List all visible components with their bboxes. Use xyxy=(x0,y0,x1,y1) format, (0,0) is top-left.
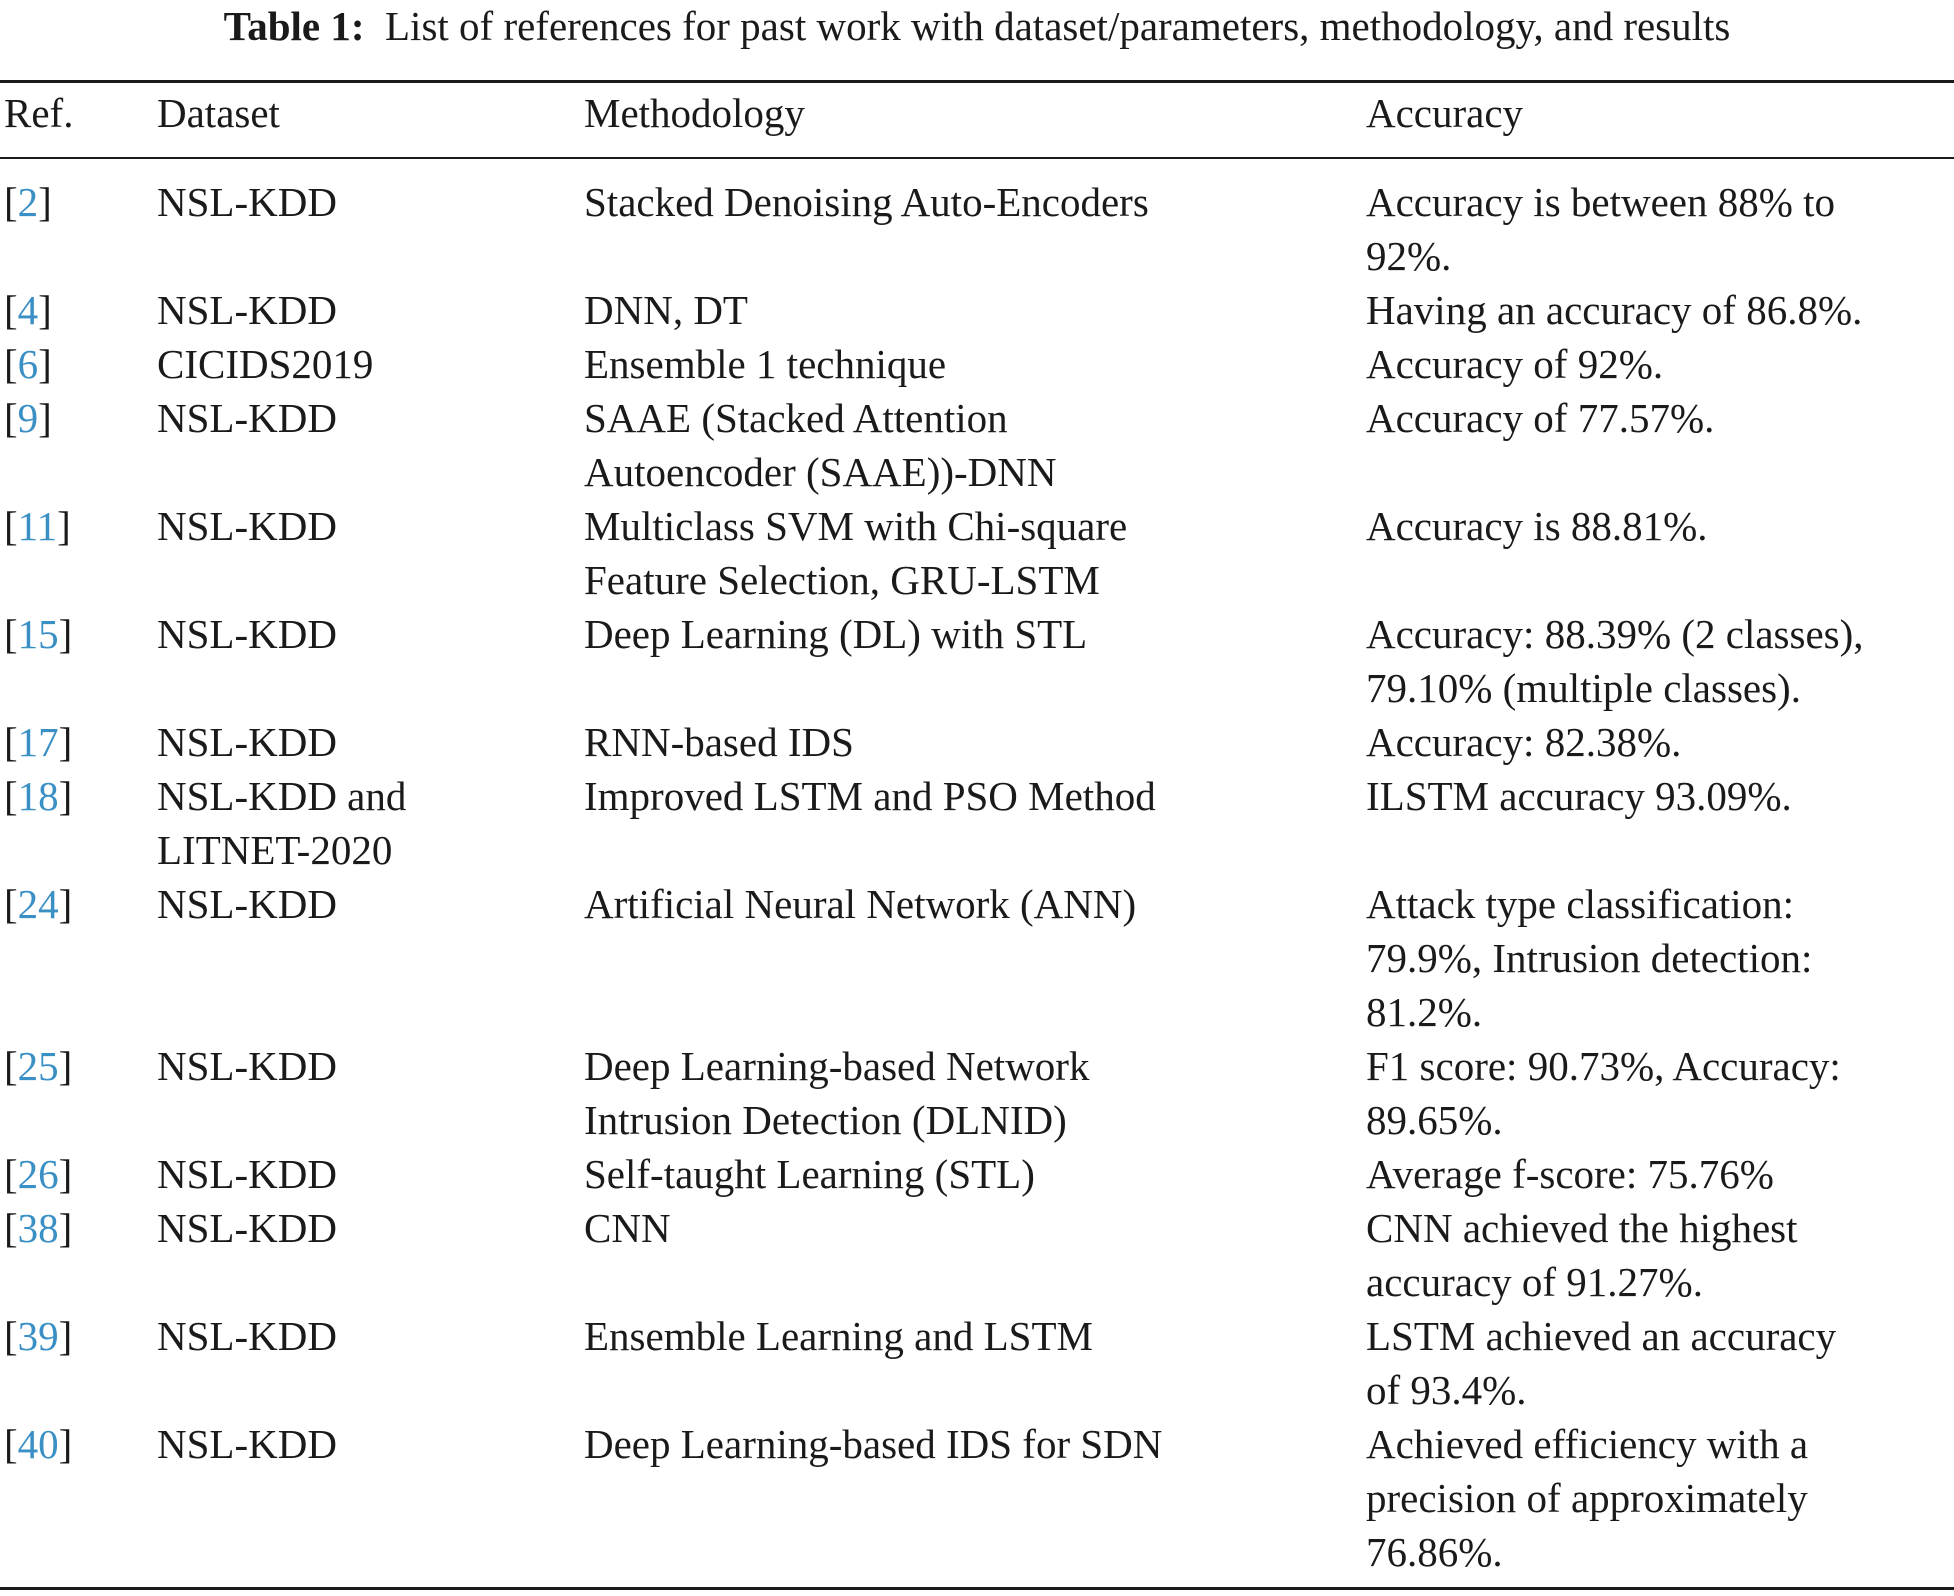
table-row xyxy=(0,337,1954,391)
accuracy-cell-line: 79.9%, Intrusion detection: xyxy=(1366,935,1813,981)
accuracy-cell-line: ILSTM accuracy 93.09%. xyxy=(1366,773,1792,819)
dataset-cell xyxy=(157,283,584,337)
accuracy-cell-line: Accuracy: 82.38%. xyxy=(1366,719,1682,765)
ref-cell: [11] xyxy=(4,503,71,549)
ref-cell: [18] xyxy=(4,773,73,819)
accuracy-cell-line: Having an accuracy of 86.8%. xyxy=(1366,287,1863,333)
dataset-cell xyxy=(157,1309,584,1363)
dataset-cell-line: NSL-KDD xyxy=(157,719,337,765)
ref-cell: [6] xyxy=(4,341,52,387)
methodology-cell xyxy=(584,1201,1366,1255)
reference-link[interactable]: 18 xyxy=(17,773,59,819)
methodology-cell xyxy=(584,175,1366,229)
methodology-cell xyxy=(584,877,1366,931)
table-body xyxy=(0,175,1954,1579)
methodology-cell-line: DNN, DT xyxy=(584,287,748,333)
reference-link[interactable]: 15 xyxy=(17,611,59,657)
dataset-cell-line: NSL-KDD xyxy=(157,611,337,657)
methodology-cell-line: Ensemble 1 technique xyxy=(584,341,947,387)
table-caption-label: Table 1: xyxy=(223,3,365,49)
accuracy-cell-line: Accuracy of 77.57%. xyxy=(1366,395,1715,441)
methodology-cell-line: CNN xyxy=(584,1205,671,1251)
dataset-cell xyxy=(157,877,584,931)
accuracy-cell xyxy=(1366,175,1954,283)
methodology-cell-line: Deep Learning-based IDS for SDN xyxy=(584,1421,1163,1467)
dataset-cell-line: NSL-KDD xyxy=(157,1043,337,1089)
ref-cell: [15] xyxy=(4,611,73,657)
dataset-cell xyxy=(157,1039,584,1093)
accuracy-cell-line: 79.10% (multiple classes). xyxy=(1366,665,1801,711)
table-header-rule xyxy=(0,157,1954,159)
dataset-cell xyxy=(157,337,584,391)
table-row xyxy=(0,1309,1954,1417)
methodology-cell xyxy=(584,607,1366,661)
ref-cell: [39] xyxy=(4,1313,73,1359)
dataset-cell xyxy=(157,607,584,661)
ref-cell: [40] xyxy=(4,1421,73,1467)
accuracy-cell xyxy=(1366,769,1954,823)
methodology-cell-line: Deep Learning-based Network xyxy=(584,1043,1090,1089)
header-dataset: Dataset xyxy=(157,90,280,136)
dataset-cell-line: NSL-KDD xyxy=(157,1421,337,1467)
accuracy-cell xyxy=(1366,391,1954,445)
dataset-cell xyxy=(157,769,584,877)
dataset-cell-line: NSL-KDD xyxy=(157,1313,337,1359)
accuracy-cell-line: Accuracy of 92%. xyxy=(1366,341,1664,387)
ref-cell: [25] xyxy=(4,1043,73,1089)
accuracy-cell-line: 92%. xyxy=(1366,233,1452,279)
accuracy-cell-line: Average f-score: 75.76% xyxy=(1366,1151,1774,1197)
dataset-cell xyxy=(157,1417,584,1471)
table-row xyxy=(0,607,1954,715)
accuracy-cell xyxy=(1366,1147,1954,1201)
table-row xyxy=(0,1039,1954,1147)
accuracy-cell xyxy=(1366,337,1954,391)
header-methodology: Methodology xyxy=(584,90,805,136)
table-row xyxy=(0,391,1954,499)
reference-link[interactable]: 4 xyxy=(17,287,39,333)
reference-link[interactable]: 2 xyxy=(17,179,39,225)
dataset-cell-line: NSL-KDD xyxy=(157,395,337,441)
accuracy-cell-line: Accuracy is between 88% to xyxy=(1366,179,1836,225)
methodology-cell-line: Self-taught Learning (STL) xyxy=(584,1151,1035,1197)
dataset-cell-line: NSL-KDD xyxy=(157,503,337,549)
methodology-cell-line: Feature Selection, GRU-LSTM xyxy=(584,557,1100,603)
dataset-cell-line: NSL-KDD and xyxy=(157,773,407,819)
accuracy-cell xyxy=(1366,499,1954,553)
accuracy-cell-line: Attack type classification: xyxy=(1366,881,1795,927)
accuracy-cell xyxy=(1366,715,1954,769)
methodology-cell-line: Artificial Neural Network (ANN) xyxy=(584,881,1137,927)
table-row xyxy=(0,499,1954,607)
table-row xyxy=(0,877,1954,1039)
dataset-cell xyxy=(157,175,584,229)
reference-link[interactable]: 25 xyxy=(17,1043,59,1089)
dataset-cell-line: NSL-KDD xyxy=(157,1205,337,1251)
dataset-cell-line: NSL-KDD xyxy=(157,1151,337,1197)
methodology-cell-line: Improved LSTM and PSO Method xyxy=(584,773,1156,819)
reference-link[interactable]: 11 xyxy=(17,503,58,549)
ref-cell: [26] xyxy=(4,1151,73,1197)
methodology-cell xyxy=(584,715,1366,769)
header-accuracy: Accuracy xyxy=(1366,90,1524,136)
methodology-cell-line: RNN-based IDS xyxy=(584,719,854,765)
table-caption-text: List of references for past work with dataset/parameters, methodology, and results xyxy=(385,3,1731,49)
ref-cell: [9] xyxy=(4,395,52,441)
dataset-cell-line: NSL-KDD xyxy=(157,881,337,927)
accuracy-cell-line: 89.65%. xyxy=(1366,1097,1503,1143)
accuracy-cell-line: F1 score: 90.73%, Accuracy: xyxy=(1366,1043,1841,1089)
methodology-cell xyxy=(584,391,1366,499)
ref-cell: [2] xyxy=(4,179,52,225)
table-top-rule xyxy=(0,80,1954,83)
accuracy-cell xyxy=(1366,607,1954,715)
accuracy-cell-line: CNN achieved the highest xyxy=(1366,1205,1798,1251)
methodology-cell xyxy=(584,499,1366,607)
reference-link[interactable]: 39 xyxy=(17,1313,59,1359)
accuracy-cell xyxy=(1366,877,1954,1039)
dataset-cell-line: NSL-KDD xyxy=(157,287,337,333)
accuracy-cell-line: 81.2%. xyxy=(1366,989,1483,1035)
reference-link[interactable]: 24 xyxy=(17,881,59,927)
methodology-cell xyxy=(584,283,1366,337)
table-row xyxy=(0,715,1954,769)
table-row xyxy=(0,175,1954,283)
reference-link[interactable]: 9 xyxy=(17,395,39,441)
table-row xyxy=(0,1201,1954,1309)
methodology-cell xyxy=(584,769,1366,823)
dataset-cell xyxy=(157,1201,584,1255)
dataset-cell-line: LITNET-2020 xyxy=(157,827,393,873)
reference-link[interactable]: 6 xyxy=(17,341,39,387)
methodology-cell-line: Deep Learning (DL) with STL xyxy=(584,611,1088,657)
table-row xyxy=(0,769,1954,877)
dataset-cell xyxy=(157,715,584,769)
ref-cell: [17] xyxy=(4,719,73,765)
accuracy-cell-line: accuracy of 91.27%. xyxy=(1366,1259,1703,1305)
methodology-cell-line: Intrusion Detection (DLNID) xyxy=(584,1097,1067,1143)
methodology-cell xyxy=(584,1039,1366,1147)
methodology-cell xyxy=(584,1309,1366,1363)
ref-cell: [24] xyxy=(4,881,73,927)
accuracy-cell xyxy=(1366,1417,1954,1579)
methodology-cell-line: Ensemble Learning and LSTM xyxy=(584,1313,1093,1359)
reference-link[interactable]: 40 xyxy=(17,1421,59,1467)
accuracy-cell xyxy=(1366,1201,1954,1309)
dataset-cell-line: CICIDS2019 xyxy=(157,341,374,387)
table-row xyxy=(0,1417,1954,1579)
methodology-cell xyxy=(584,1417,1366,1471)
reference-link[interactable]: 26 xyxy=(17,1151,59,1197)
table-row xyxy=(0,283,1954,337)
dataset-cell xyxy=(157,391,584,445)
header-ref: Ref. xyxy=(4,90,74,136)
accuracy-cell-line: precision of approximately xyxy=(1366,1475,1808,1521)
accuracy-cell-line: Accuracy is 88.81%. xyxy=(1366,503,1708,549)
methodology-cell xyxy=(584,337,1366,391)
accuracy-cell xyxy=(1366,283,1954,337)
methodology-cell-line: Multiclass SVM with Chi-square xyxy=(584,503,1128,549)
accuracy-cell xyxy=(1366,1039,1954,1147)
table-caption xyxy=(0,0,1954,60)
dataset-cell-line: NSL-KDD xyxy=(157,179,337,225)
table-row xyxy=(0,1147,1954,1201)
table-bottom-rule xyxy=(0,1587,1954,1590)
dataset-cell xyxy=(157,1147,584,1201)
methodology-cell-line: Stacked Denoising Auto-Encoders xyxy=(584,179,1149,225)
dataset-cell xyxy=(157,499,584,553)
accuracy-cell xyxy=(1366,1309,1954,1417)
reference-link[interactable]: 17 xyxy=(17,719,59,765)
accuracy-cell-line: LSTM achieved an accuracy xyxy=(1366,1313,1837,1359)
methodology-cell-line: SAAE (Stacked Attention xyxy=(584,395,1008,441)
accuracy-cell-line: Achieved efficiency with a xyxy=(1366,1421,1809,1467)
ref-cell: [38] xyxy=(4,1205,73,1251)
accuracy-cell-line: of 93.4%. xyxy=(1366,1367,1527,1413)
reference-link[interactable]: 38 xyxy=(17,1205,59,1251)
methodology-cell xyxy=(584,1147,1366,1201)
accuracy-cell-line: 76.86%. xyxy=(1366,1529,1503,1575)
ref-cell: [4] xyxy=(4,287,52,333)
accuracy-cell-line: Accuracy: 88.39% (2 classes), xyxy=(1366,611,1864,657)
methodology-cell-line: Autoencoder (SAAE))-DNN xyxy=(584,449,1057,495)
